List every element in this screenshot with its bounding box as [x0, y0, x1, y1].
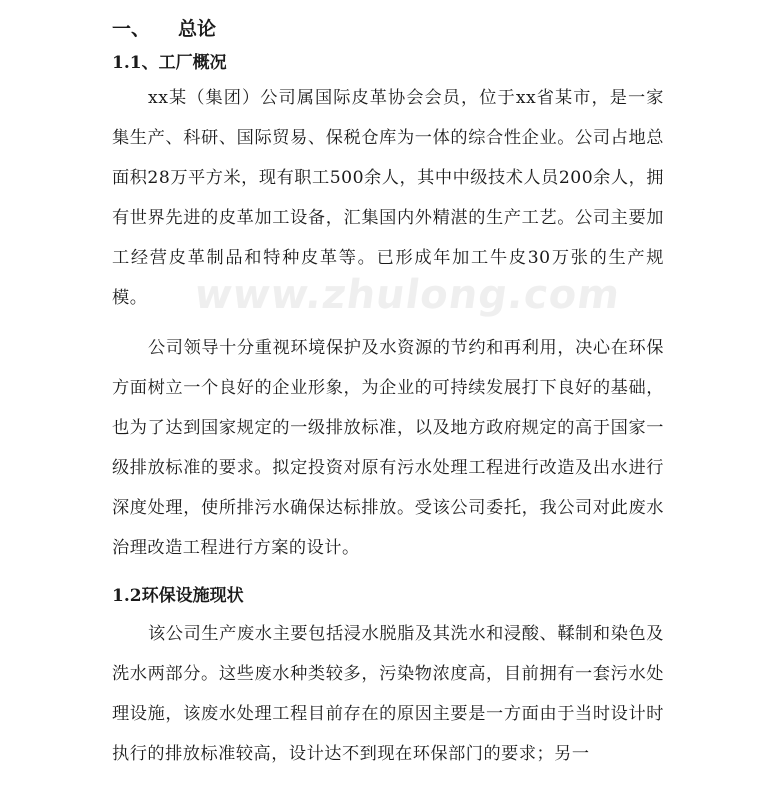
section-heading-env-facilities: 1.2环保设施现状 [112, 586, 244, 606]
paragraph-environmental-commitment: 公司领导十分重视环境保护及水资源的节约和再利用，决心在环保方面树立一个良好的企业形象，为企业的可持续发展打下良好的基础，也为了达到国家规定的一级排放标准，以及地方政府规定的高于国家一级排放标准的要求。拟定投资对原有污水处理工程进行改造及出水进行深度处理，使所排污水确保达标排放。受该公司委托，我公司对此废水治理改造工程进行方案的设计。 [112, 338, 664, 558]
paragraph-company-profile: xx某（集团）公司属国际皮革协会会员，位于xx省某市，是一家集生产、科研、国际贸易、保税仓库为一体的综合性企业。公司占地总面积28万平方米，现有职工500余人，其中中级技术人员200余人，拥有世界先进的皮革加工设备，汇集国内外精湛的生产工艺。公司主要加工经营皮革制品和特种皮革等。已形成年加工牛皮30万张的生产规模。 [112, 88, 664, 308]
section-heading-factory-overview: 1.1、工厂概况 [112, 53, 227, 73]
chapter-heading [112, 12, 216, 46]
chapter-title: 总论 [178, 18, 217, 40]
watermark: www.zhulong.com [191, 272, 624, 318]
chapter-number: 一、 [112, 18, 151, 40]
paragraph-wastewater-status: 该公司生产废水主要包括浸水脱脂及其洗水和浸酸、鞣制和染色及洗水两部分。这些废水种类较多，污染物浓度高，目前拥有一套污水处理设施，该废水处理工程目前存在的原因主要是一方面由于当时设计时执行的排放标准较高，设计达不到现在环保部门的要求；另一 [112, 624, 664, 764]
